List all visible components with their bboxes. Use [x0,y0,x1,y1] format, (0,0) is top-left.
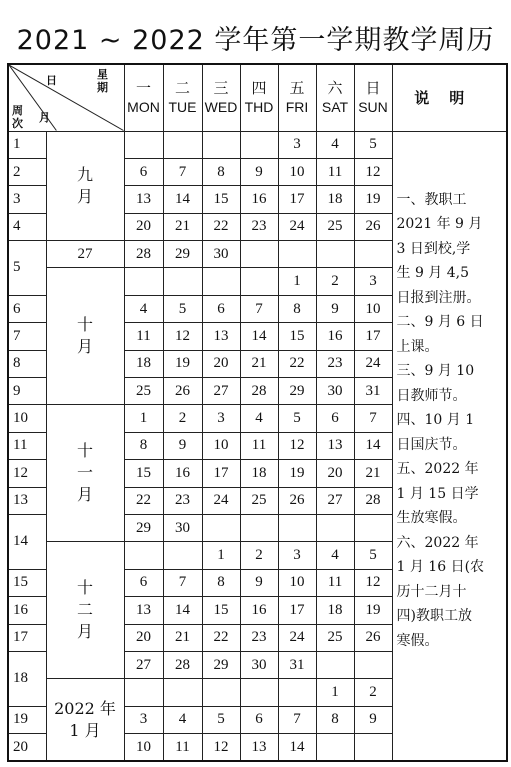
week-row [8,131,507,158]
date-cell: 14 [278,734,316,761]
date-cell: 9 [163,432,202,459]
date-cell: 6 [202,295,240,322]
date-cell: 26 [163,378,202,405]
week-number: 11 [8,432,46,459]
date-cell: 21 [163,213,202,240]
month-label-text: 1 月 [69,720,101,740]
date-cell: 11 [316,569,354,596]
date-cell: 5 [354,131,392,158]
month-label-text: 一 [76,463,93,483]
date-cell [124,542,163,569]
week-number: 13 [8,487,46,514]
date-cell: 6 [316,405,354,432]
corner-week-label-2: 次 [12,117,23,130]
date-cell: 7 [354,405,392,432]
date-cell: 30 [163,514,202,541]
date-cell: 26 [354,213,392,240]
date-cell: 6 [124,569,163,596]
notes-line: 日教师节。 [396,387,467,404]
date-cell: 20 [202,350,240,377]
month-label-text: 月 [76,337,93,357]
date-cell: 5 [354,542,392,569]
date-cell: 7 [163,158,202,185]
notes-line: 六、2022 年 [396,534,479,551]
date-cell: 5 [278,405,316,432]
day-header-tue: 二 TUE [163,64,202,131]
date-cell [354,734,392,761]
date-cell: 13 [240,734,278,761]
date-cell: 2 [240,542,278,569]
notes-line: 1 月 15 日学 [396,485,479,502]
date-cell: 29 [278,378,316,405]
date-cell: 17 [278,597,316,624]
date-cell: 5 [163,295,202,322]
calendar-title: 2021 ~ 2022 学年第一学期教学周历 [16,25,495,56]
date-cell: 22 [278,350,316,377]
date-cell: 11 [240,432,278,459]
day-header-wed: 三 WED [202,64,240,131]
date-cell: 10 [354,295,392,322]
date-cell: 22 [202,213,240,240]
date-cell [278,241,316,268]
date-cell: 16 [163,460,202,487]
date-cell: 16 [240,186,278,213]
week-number: 3 [8,186,46,213]
week-number: 10 [8,405,46,432]
date-cell [240,679,278,706]
notes-header: 说明 [392,64,507,131]
week-number: 8 [8,350,46,377]
date-cell: 1 [124,405,163,432]
date-cell: 8 [124,432,163,459]
date-cell: 7 [240,295,278,322]
date-cell: 11 [124,323,163,350]
date-cell: 13 [316,432,354,459]
date-cell: 25 [124,378,163,405]
corner-header [8,64,124,131]
date-cell: 22 [124,487,163,514]
date-cell: 19 [354,186,392,213]
date-cell: 28 [240,378,278,405]
date-cell [354,651,392,678]
date-cell [278,514,316,541]
day-header-mon: 一 MON [124,64,163,131]
month-label [46,679,124,761]
header-row [8,64,507,131]
date-cell: 6 [240,706,278,733]
date-cell: 28 [163,651,202,678]
date-cell: 29 [163,241,202,268]
week-number: 16 [8,597,46,624]
month-label-text: 月 [76,485,93,505]
week-number: 7 [8,323,46,350]
date-cell: 21 [163,624,202,651]
date-cell: 16 [240,597,278,624]
notes-line: 历十二月十 [396,583,467,600]
date-cell [354,514,392,541]
month-label-text: 二 [76,600,93,620]
date-cell: 22 [202,624,240,651]
month-label-text: 十 [76,315,93,335]
date-cell: 1 [316,679,354,706]
notes-line: 四)教职工放 [396,608,472,624]
teaching-calendar-table [7,63,508,762]
week-number: 12 [8,460,46,487]
date-cell: 17 [278,186,316,213]
day-header-sat: 六 SAT [316,64,354,131]
date-cell: 15 [124,460,163,487]
date-cell: 25 [240,487,278,514]
date-cell: 18 [240,460,278,487]
date-cell: 27 [46,241,124,268]
notes-line: 二、9 月 6 日 [396,314,484,330]
date-cell [124,131,163,158]
date-cell: 28 [354,487,392,514]
date-cell [202,131,240,158]
date-cell [240,268,278,295]
date-cell: 15 [202,186,240,213]
notes-line: 上课。 [396,338,439,355]
date-cell: 10 [278,158,316,185]
date-cell: 1 [202,542,240,569]
date-cell: 19 [354,597,392,624]
notes-line: 生 9 月 4,5 [396,265,470,281]
date-cell: 13 [202,323,240,350]
date-cell: 10 [124,734,163,761]
month-label-text: 月 [76,186,93,206]
date-cell: 2 [163,405,202,432]
date-cell: 8 [316,706,354,733]
date-cell: 24 [354,350,392,377]
date-cell: 25 [316,213,354,240]
date-cell: 5 [202,706,240,733]
date-cell: 4 [163,706,202,733]
week-number: 15 [8,569,46,596]
week-number: 1 [8,131,46,158]
date-cell: 23 [240,624,278,651]
day-header-thu: 四 THD [240,64,278,131]
date-cell [316,241,354,268]
date-cell: 21 [240,350,278,377]
date-cell: 14 [354,432,392,459]
date-cell: 29 [124,514,163,541]
date-cell: 24 [202,487,240,514]
date-cell [202,514,240,541]
notes-line: 四、10 月 1 [396,412,475,428]
date-cell: 13 [124,597,163,624]
date-cell [240,131,278,158]
date-cell: 14 [240,323,278,350]
date-cell: 30 [202,241,240,268]
date-cell: 8 [278,295,316,322]
week-number: 20 [8,734,46,761]
date-cell: 24 [278,624,316,651]
month-label-text: 月 [76,622,93,642]
week-number: 5 [8,241,46,296]
date-cell: 13 [124,186,163,213]
date-cell: 9 [240,569,278,596]
date-cell [240,241,278,268]
date-cell [202,679,240,706]
date-cell: 27 [316,487,354,514]
week-number: 18 [8,651,46,706]
date-cell: 3 [124,706,163,733]
corner-weekday-label-1: 星 [97,68,108,81]
week-number: 14 [8,514,46,569]
date-cell [124,268,163,295]
date-cell: 27 [124,651,163,678]
date-cell: 1 [278,268,316,295]
date-cell: 17 [354,323,392,350]
corner-weekday-label-2: 期 [97,81,108,94]
date-cell [202,268,240,295]
date-cell [240,514,278,541]
date-cell: 9 [354,706,392,733]
week-number: 6 [8,295,46,322]
date-cell: 30 [316,378,354,405]
day-header-sun: 日 SUN [354,64,392,131]
date-cell: 10 [278,569,316,596]
date-cell: 23 [240,213,278,240]
date-cell: 31 [278,651,316,678]
date-cell: 12 [354,158,392,185]
date-cell: 19 [278,460,316,487]
date-cell: 17 [202,460,240,487]
date-cell: 18 [124,350,163,377]
date-cell: 15 [278,323,316,350]
date-cell: 11 [163,734,202,761]
date-cell [163,131,202,158]
date-cell: 12 [163,323,202,350]
date-cell: 3 [278,131,316,158]
corner-day-label: 日 [46,74,57,87]
date-cell [163,268,202,295]
date-cell: 4 [240,405,278,432]
month-label-text: 2022 年 [54,698,116,718]
week-number: 19 [8,706,46,733]
day-header-fri: 五 FRI [278,64,316,131]
date-cell: 10 [202,432,240,459]
date-cell [316,734,354,761]
notes-line: 日国庆节。 [396,436,467,453]
date-cell: 19 [163,350,202,377]
calendar-body [8,131,507,761]
date-cell: 20 [124,213,163,240]
notes-line: 1 月 16 日(农 [396,559,485,575]
date-cell: 4 [316,542,354,569]
date-cell: 15 [202,597,240,624]
date-cell: 27 [202,378,240,405]
notes-line: 一、教职工 [396,191,467,208]
date-cell: 8 [202,569,240,596]
date-cell [316,514,354,541]
month-label-text: 十 [76,441,93,461]
notes-line: 3 日到校,学 [396,240,471,257]
date-cell: 2 [316,268,354,295]
date-cell [278,679,316,706]
date-cell: 3 [354,268,392,295]
date-cell: 14 [163,597,202,624]
week-number: 9 [8,378,46,405]
date-cell [124,679,163,706]
date-cell: 9 [316,295,354,322]
date-cell: 12 [354,569,392,596]
week-number: 2 [8,158,46,185]
date-cell [316,651,354,678]
date-cell: 26 [278,487,316,514]
date-cell: 6 [124,158,163,185]
date-cell: 23 [163,487,202,514]
date-cell: 30 [240,651,278,678]
date-cell: 9 [240,158,278,185]
date-cell: 12 [278,432,316,459]
date-cell: 26 [354,624,392,651]
date-cell [163,679,202,706]
date-cell: 12 [202,734,240,761]
date-cell: 18 [316,186,354,213]
corner-month-label: 月 [39,111,50,124]
date-cell: 7 [278,706,316,733]
date-cell: 11 [316,158,354,185]
month-label [46,268,124,405]
date-cell: 21 [354,460,392,487]
date-cell: 16 [316,323,354,350]
date-cell: 4 [124,295,163,322]
month-label-text: 十 [76,578,93,598]
notes-line: 三、9 月 10 [396,363,475,379]
date-cell: 28 [124,241,163,268]
date-cell: 8 [202,158,240,185]
notes-line: 五、2022 年 [396,461,479,477]
notes-line: 2021 年 9 月 [396,216,483,232]
week-number: 4 [8,213,46,240]
date-cell: 23 [316,350,354,377]
month-label [46,131,124,241]
month-label [46,405,124,542]
date-cell: 29 [202,651,240,678]
date-cell: 20 [124,624,163,651]
date-cell: 14 [163,186,202,213]
date-cell: 18 [316,597,354,624]
date-cell: 24 [278,213,316,240]
date-cell: 7 [163,569,202,596]
date-cell: 3 [202,405,240,432]
corner-week-label-1: 周 [12,104,23,117]
week-number: 17 [8,624,46,651]
date-cell: 3 [278,542,316,569]
month-label [46,542,124,679]
date-cell [163,542,202,569]
notes-line: 生放寒假。 [396,510,467,526]
month-label-text: 九 [76,164,93,184]
date-cell: 31 [354,378,392,405]
date-cell: 25 [316,624,354,651]
date-cell: 4 [316,131,354,158]
notes-text [393,132,507,654]
notes-line: 寒假。 [396,632,439,649]
notes-column [392,131,507,761]
date-cell: 20 [316,460,354,487]
notes-line: 日报到注册。 [396,289,481,306]
date-cell: 2 [354,679,392,706]
